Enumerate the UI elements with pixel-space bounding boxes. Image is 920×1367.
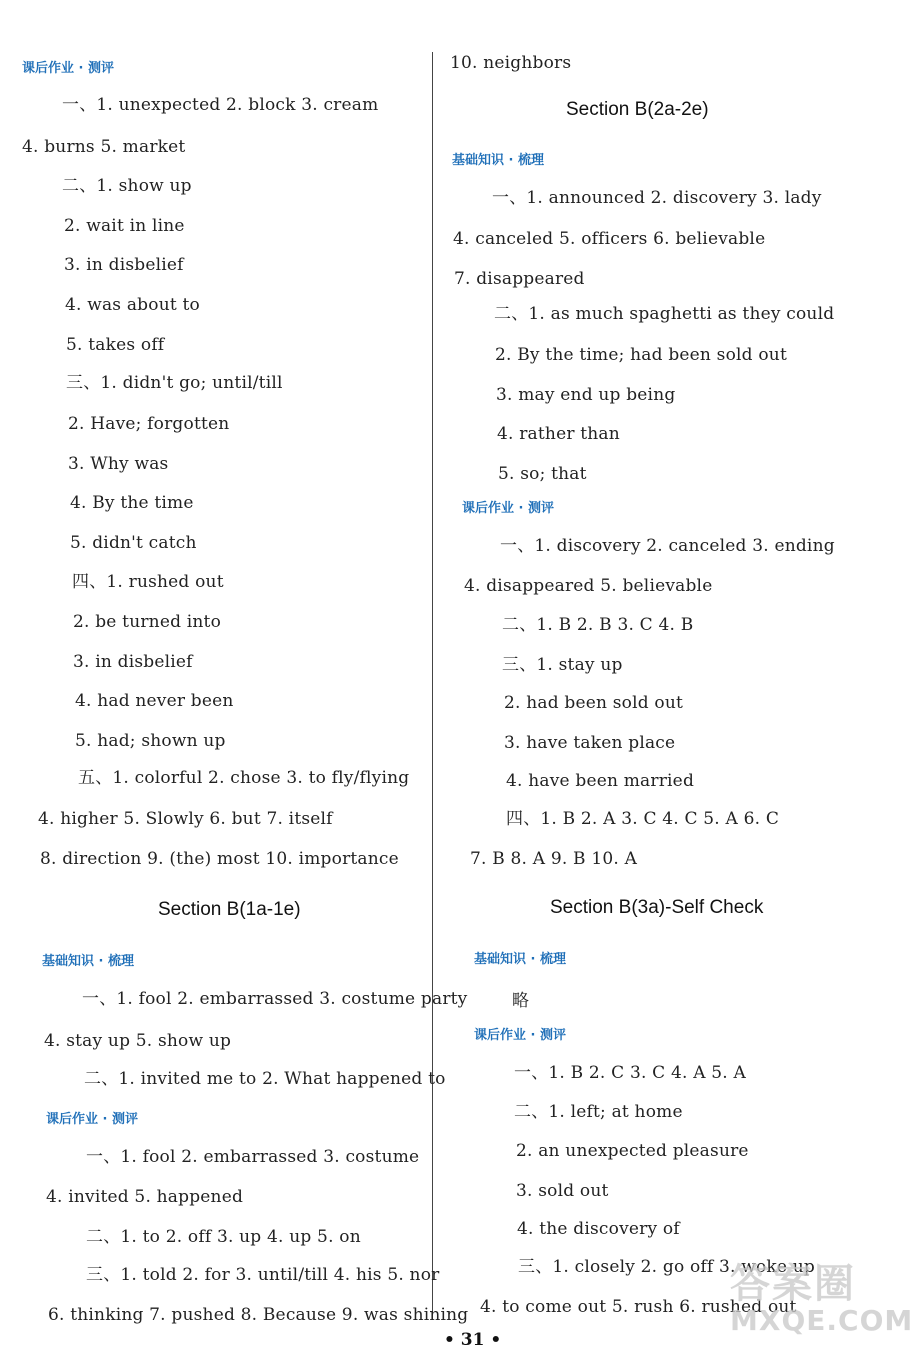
answer-line: 四、1. rushed out: [72, 572, 224, 592]
answer-line: 2. an unexpected pleasure: [516, 1141, 749, 1161]
answer-line: 4. was about to: [65, 295, 200, 315]
answer-line: 5. didn't catch: [70, 533, 197, 553]
answer-line: 3. Why was: [68, 454, 169, 474]
answer-line: 4. to come out 5. rush 6. rushed out: [480, 1297, 797, 1317]
answer-line: 6. thinking 7. pushed 8. Because 9. was shining: [48, 1305, 469, 1325]
watermark-url: MXQE.COM: [730, 1304, 914, 1337]
answer-line: 3. sold out: [516, 1181, 609, 1201]
section-tag-basics: 基础知识 · 梳理: [452, 153, 544, 168]
watermark-logo: [730, 1262, 913, 1336]
answer-line: 3. may end up being: [496, 385, 676, 405]
watermark-logo-text: 答案圈: [730, 1261, 856, 1307]
section-tag-homework: 课后作业 · 测评: [462, 501, 554, 516]
answer-line: 二、1. to 2. off 3. up 4. up 5. on: [86, 1227, 361, 1247]
answer-line: 4. the discovery of: [517, 1219, 680, 1239]
section-tag-basics: 基础知识 · 梳理: [42, 954, 134, 969]
answer-line: 7. disappeared: [454, 269, 585, 289]
answer-line: 一、1. B 2. C 3. C 4. A 5. A: [514, 1063, 746, 1083]
answer-line: 2. wait in line: [64, 216, 185, 236]
answer-line: 二、1. show up: [62, 176, 192, 196]
answer-line: 4. higher 5. Slowly 6. but 7. itself: [38, 809, 333, 829]
answer-line: 4. rather than: [497, 424, 620, 444]
page-number: • 31 •: [444, 1330, 502, 1350]
answer-line: 10. neighbors: [450, 53, 572, 73]
answer-line: 2. By the time; had been sold out: [495, 345, 787, 365]
answer-line: 一、1. fool 2. embarrassed 3. costume: [86, 1147, 420, 1167]
section-title: Section B(3a)-Self Check: [550, 897, 764, 918]
answer-line: 二、1. left; at home: [514, 1102, 683, 1122]
answer-line: 3. in disbelief: [73, 652, 193, 672]
answer-line: 三、1. stay up: [502, 655, 623, 675]
answer-line: 一、1. unexpected 2. block 3. cream: [62, 95, 379, 115]
answer-line: 4. By the time: [70, 493, 194, 513]
answer-line: 四、1. B 2. A 3. C 4. C 5. A 6. C: [506, 809, 780, 829]
answer-line: 三、1. told 2. for 3. until/till 4. his 5. nor: [86, 1265, 440, 1285]
answer-line: 7. B 8. A 9. B 10. A: [470, 849, 638, 869]
section-tag-homework: 课后作业 · 测评: [46, 1112, 138, 1127]
answer-line: 4. had never been: [75, 691, 234, 711]
answer-line: 5. so; that: [498, 464, 587, 484]
answer-line: 2. had been sold out: [504, 693, 684, 713]
answer-line: 4. burns 5. market: [22, 137, 186, 157]
answer-line: 一、1. fool 2. embarrassed 3. costume party: [82, 989, 468, 1009]
answer-line: 4. disappeared 5. believable: [464, 576, 713, 596]
section-tag-homework: 课后作业 · 测评: [474, 1028, 566, 1043]
answer-line: 5. takes off: [66, 335, 165, 355]
section-tag-homework: 课后作业 · 测评: [22, 61, 114, 76]
answer-line: 3. in disbelief: [64, 255, 184, 275]
answer-line: 三、1. closely 2. go off 3. woke up: [518, 1257, 816, 1277]
answer-line: 5. had; shown up: [75, 731, 226, 751]
answer-line: 二、1. B 2. B 3. C 4. B: [502, 615, 694, 635]
answer-line: 二、1. as much spaghetti as they could: [494, 304, 835, 324]
answer-line: 8. direction 9. (the) most 10. importance: [40, 849, 399, 869]
section-tag-basics: 基础知识 · 梳理: [474, 952, 566, 967]
section-title: Section B(1a-1e): [158, 899, 301, 920]
column-divider: [432, 52, 433, 1314]
answer-line: 五、1. colorful 2. chose 3. to fly/flying: [78, 768, 410, 788]
answer-line: 三、1. didn't go; until/till: [66, 373, 283, 393]
answer-line: 一、1. discovery 2. canceled 3. ending: [500, 536, 835, 556]
answer-line: 4. have been married: [506, 771, 695, 791]
answer-line: 二、1. invited me to 2. What happened to: [84, 1069, 446, 1089]
answer-line: 4. stay up 5. show up: [44, 1031, 232, 1051]
answer-line: 2. be turned into: [73, 612, 222, 632]
section-title: Section B(2a-2e): [566, 99, 709, 120]
answer-line: 2. Have; forgotten: [68, 414, 230, 434]
answer-line: 3. have taken place: [504, 733, 676, 753]
answer-line: 略: [512, 991, 530, 1011]
answer-line: 4. canceled 5. officers 6. believable: [453, 229, 766, 249]
answer-line: 一、1. announced 2. discovery 3. lady: [492, 188, 822, 208]
answer-line: 4. invited 5. happened: [46, 1187, 244, 1207]
